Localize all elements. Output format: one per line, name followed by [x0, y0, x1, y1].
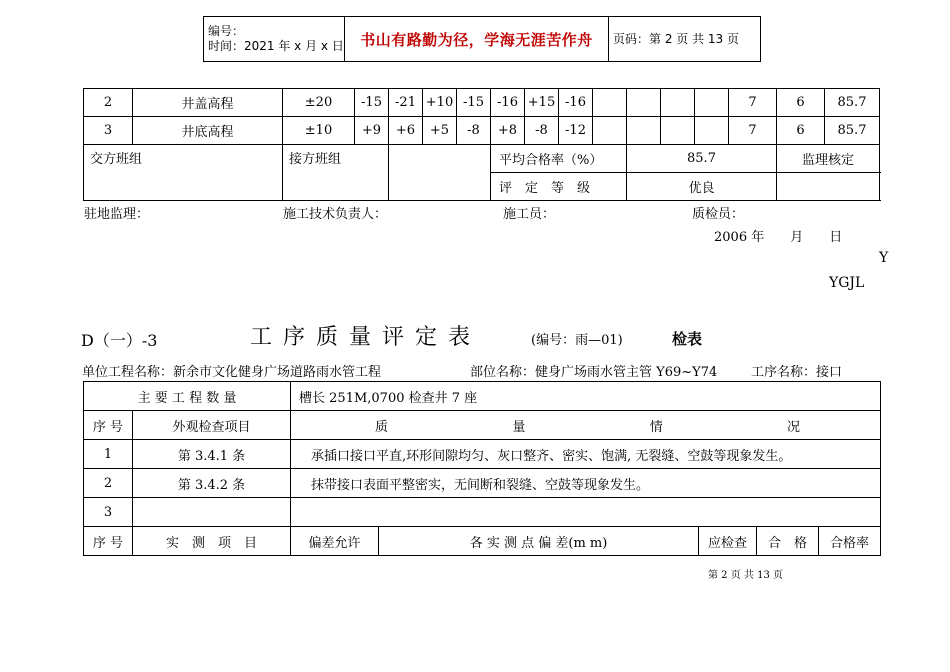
inspector-label: 质检员： [692, 207, 745, 222]
page-label: 页码：第 2 页 共 13 页 [609, 17, 761, 62]
site-supervisor-label: 驻地监理： [84, 207, 150, 222]
number-label: 编号： [208, 24, 245, 38]
process-quality-table [83, 381, 881, 556]
part-name: 部位名称：健身广场雨水管主管 Y69~Y74 [470, 365, 718, 380]
measure-passed-header: 合 格 [757, 527, 819, 556]
form-suffix: 检表 [672, 330, 703, 348]
deviation-cell: -15 [457, 89, 491, 117]
measure-no-header: 序 号 [84, 527, 133, 556]
col-no-header: 序 号 [84, 411, 133, 440]
row-item [133, 498, 291, 527]
header-motto: 书山有路勤为径，学海无涯苦作舟 [345, 17, 609, 62]
row-item: 第 3.4.2 条 [133, 469, 291, 498]
row-no: 1 [84, 440, 133, 469]
deviation-cell: -16 [491, 89, 525, 117]
deviation-cell [627, 89, 661, 117]
deviation-cell: -8 [457, 117, 491, 145]
unit-project-name: 单位工程名称：新余市文化健身广场道路雨水管工程 [82, 365, 382, 380]
measurement-table-top [83, 88, 880, 201]
row-desc: 抹带接口表面平整密实，无间断和裂缝、空鼓等现象发生。 [291, 469, 881, 498]
deviation-cell: +8 [491, 117, 525, 145]
deviation-cell: +9 [355, 117, 389, 145]
row-tolerance: ±20 [283, 89, 355, 117]
main-qty-label: 主 要 工 程 数 量 [84, 382, 291, 411]
measure-rate-header: 合格率 [819, 527, 881, 556]
quality-char: 况 [787, 419, 801, 435]
deviation-cell: +6 [389, 117, 423, 145]
grade-label: 评 定 等 级 [491, 173, 627, 201]
row-item: 井盖高程 [133, 89, 283, 117]
time-label: 时间：2021 年 x 月 x 日 [208, 39, 344, 53]
row-checked: 7 [729, 117, 777, 145]
form-code: D（一）-3 [81, 331, 158, 350]
receiver-team-cell [283, 145, 389, 201]
blank-cell [389, 145, 491, 201]
measure-checked-header: 应检查 [699, 527, 757, 556]
row-rate: 85.7 [825, 89, 880, 117]
quality-char: 情 [649, 419, 663, 435]
row-passed: 6 [777, 117, 825, 145]
margin-mark-y: Y [879, 250, 889, 266]
deviation-cell: +10 [423, 89, 457, 117]
page-header [203, 16, 761, 62]
deviation-cell: -8 [525, 117, 559, 145]
form-title: 工序质量评定表 [250, 325, 482, 350]
row-item: 井底高程 [133, 117, 283, 145]
deviation-cell: -15 [355, 89, 389, 117]
row-passed: 6 [777, 89, 825, 117]
quality-char: 质 [375, 419, 389, 435]
supervisor-check-label: 监理核定 [777, 145, 880, 173]
handover-team-cell [84, 145, 283, 201]
row-desc: 承插口接口平直,环形间隙均匀、灰口整齐、密实、饱满, 无裂缝、空鼓等现象发生。 [291, 440, 881, 469]
row-desc [291, 498, 881, 527]
quality-char: 量 [512, 419, 526, 435]
row-no: 2 [84, 89, 133, 117]
table-row [84, 117, 880, 145]
row-no: 3 [84, 117, 133, 145]
deviation-cell [593, 117, 627, 145]
worker-label: 施工员： [503, 207, 556, 222]
measure-item-header: 实 测 项 目 [133, 527, 291, 556]
deviation-cell [695, 89, 729, 117]
header-meta [204, 17, 345, 62]
deviation-cell: -12 [559, 117, 593, 145]
supervisor-check-value [777, 173, 880, 201]
process-name: 工序名称：接口 [751, 365, 843, 380]
deviation-cell [593, 89, 627, 117]
deviation-cell [661, 117, 695, 145]
handover-team-label: 交方班组 [90, 152, 143, 167]
table-row [84, 89, 880, 117]
deviation-cell: -16 [559, 89, 593, 117]
row-tolerance: ±10 [283, 117, 355, 145]
receiver-team-label: 接方班组 [289, 152, 342, 167]
margin-mark-ygjl: YGJL [829, 275, 865, 291]
col-visual-header: 外观检查项目 [133, 411, 291, 440]
deviation-cell [695, 117, 729, 145]
main-qty-value: 槽长 251M,0700 检查井 7 座 [291, 382, 881, 411]
deviation-cell: +5 [423, 117, 457, 145]
row-item: 第 3.4.1 条 [133, 440, 291, 469]
deviation-cell [627, 117, 661, 145]
col-quality-header [291, 411, 881, 440]
measure-tol-header: 偏差允许 [291, 527, 379, 556]
row-no: 2 [84, 469, 133, 498]
row-no: 3 [84, 498, 133, 527]
tech-lead-label: 施工技术负责人： [283, 207, 388, 222]
avg-rate-label: 平均合格率（%） [491, 145, 627, 173]
deviation-cell [661, 89, 695, 117]
deviation-cell: +15 [525, 89, 559, 117]
measure-points-header: 各 实 测 点 偏 差(m m) [379, 527, 699, 556]
deviation-cell: -21 [389, 89, 423, 117]
grade-value: 优良 [627, 173, 777, 201]
avg-rate-value: 85.7 [627, 145, 777, 173]
row-rate: 85.7 [825, 117, 880, 145]
sign-date: 2006 年 月 日 [714, 230, 843, 245]
form-number: (编号：雨—01) [531, 333, 623, 348]
footer-page: 第 2 页 共 13 页 [708, 570, 783, 581]
row-checked: 7 [729, 89, 777, 117]
